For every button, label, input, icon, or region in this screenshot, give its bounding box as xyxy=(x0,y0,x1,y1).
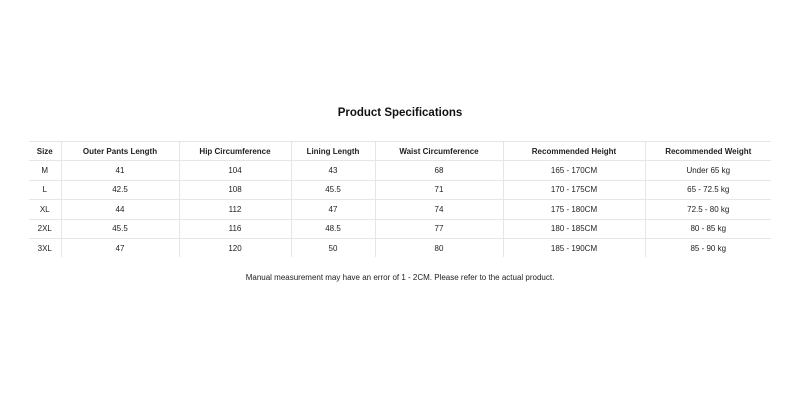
table-cell: 3XL xyxy=(29,238,61,257)
page-title: Product Specifications xyxy=(337,107,463,119)
column-header: Waist Circumference xyxy=(375,142,503,161)
table-cell: 85 - 90 kg xyxy=(690,243,727,253)
table-cell: 42.5 xyxy=(61,180,179,199)
table-cell: 47 xyxy=(291,200,375,219)
table-cell: 48.5 xyxy=(291,219,375,238)
table-cell: 80 - 85 kg xyxy=(645,219,771,238)
specifications-table xyxy=(29,141,771,257)
table-cell: 80 xyxy=(375,238,503,257)
table-cell: Under 65 kg xyxy=(645,161,771,180)
table-cell: 50 xyxy=(291,238,375,257)
table-cell: 45.5 xyxy=(291,180,375,199)
column-header: Outer Pants Length xyxy=(61,142,179,161)
table-cell: 108 xyxy=(179,180,291,199)
table-cell: 112 xyxy=(179,200,291,219)
column-header: Hip Circumference xyxy=(179,142,291,161)
table-cell: L xyxy=(29,180,61,199)
table-cell: 47 xyxy=(61,238,179,257)
table-row xyxy=(29,161,771,180)
table-cell: 72.5 - 80 kg xyxy=(645,200,771,219)
measurement-note: Manual measurement may have an error of 1 - 2CM. Please refer to the actual product. xyxy=(245,273,555,282)
table-cell: 77 xyxy=(375,219,503,238)
table-cell: 65 - 72.5 kg xyxy=(645,180,771,199)
column-header: Lining Length xyxy=(291,142,375,161)
table-cell: 44 xyxy=(61,200,179,219)
column-header: Recommended Weight xyxy=(645,142,771,161)
table-cell: 41 xyxy=(61,161,179,180)
table-cell: 2XL xyxy=(29,219,61,238)
table-row xyxy=(29,200,771,219)
table-cell: 180 - 185CM xyxy=(503,219,645,238)
column-header: Size xyxy=(29,142,61,161)
table-cell: 175 - 180CM xyxy=(503,200,645,219)
table-cell: 120 xyxy=(179,238,291,257)
table-cell: 74 xyxy=(375,200,503,219)
table-header-row xyxy=(29,142,771,161)
table-cell: 104 xyxy=(179,161,291,180)
table-row xyxy=(29,180,771,199)
table-cell: 68 xyxy=(375,161,503,180)
table-cell: 165 - 170CM xyxy=(503,161,645,180)
table-cell: 170 - 175CM xyxy=(503,180,645,199)
table-cell: 45.5 xyxy=(61,219,179,238)
table-cell: 185 - 190CM xyxy=(503,238,645,257)
table-row xyxy=(29,219,771,238)
table-cell: 116 xyxy=(179,219,291,238)
column-header: Recommended Height xyxy=(503,142,645,161)
table-cell: 43 xyxy=(291,161,375,180)
table-row xyxy=(29,238,771,257)
table-cell: 71 xyxy=(375,180,503,199)
table-cell: XL xyxy=(29,200,61,219)
table-cell: M xyxy=(29,161,61,180)
